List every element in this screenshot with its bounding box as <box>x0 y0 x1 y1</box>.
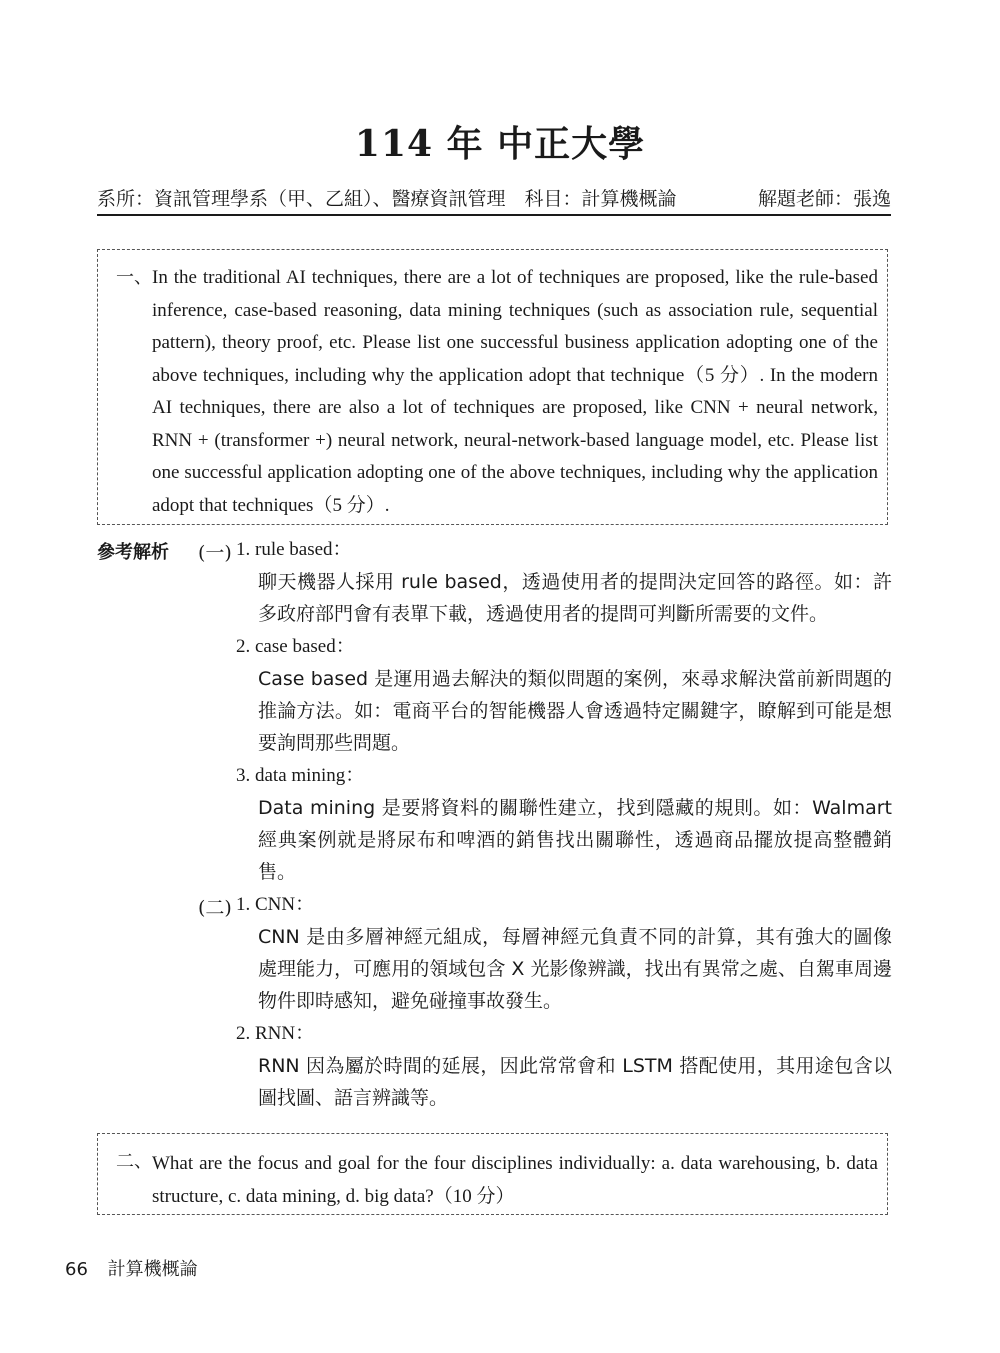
footer-subject: 計算機概論 <box>107 1259 198 1280</box>
answer-part2-item1-heading: 1. CNN： <box>236 894 315 915</box>
answer-label: 參考解析 <box>97 542 169 563</box>
answer-part1-item1-text: 聊天機器人採用 rule based，透過使用者的提問決定回答的路徑。如：許多政府部門會有表單下載，透過使用者的提問可判斷所需要的文件。 <box>258 571 892 625</box>
answer-part1-item2-heading: 2. case based： <box>236 636 355 657</box>
question-2-box <box>97 1133 888 1215</box>
question-2-text: What are the focus and goal for the four disciplines individually: a. data warehousing, b. data structure, c. data mining, d. big data?（10 分） <box>152 1153 878 1207</box>
question-1-number: 一、 <box>116 267 152 288</box>
question-1-box <box>97 249 888 525</box>
question-2-number: 二、 <box>116 1151 152 1172</box>
answer-part1-item3-text: Data mining 是要將資料的關聯性建立，找到隱藏的規則。如：Walmart 經典案例就是將尿布和啤酒的銷售找出關聯性，透過商品擺放提高整體銷售。 <box>258 797 892 883</box>
question-1-text: In the traditional AI techniques, there are a lot of techniques are proposed, like the rule-based inference, case-based reasoning, data mining techniques (such as association rule, sequential pattern), theory proof, etc. Please list one successful business application adopting one of the above techniques, including why the application adopt that technique（5 分）. In the modern AI techniques, there are also a lot of techniques are proposed, like CNN + neural network, RNN + (transformer +) neural network, neural-network-based language model, etc. Please list one successful application adopting one of the above techniques, including why the application adopt that techniques（5 分）. <box>152 267 878 516</box>
page-footer <box>65 1255 198 1281</box>
page-number: 66 <box>65 1259 88 1280</box>
answer-part2-item1-text: CNN 是由多層神經元組成，每層神經元負責不同的計算，其有強大的圖像處理能力，可應用的領域包含 X 光影像辨識，找出有異常之處、自駕車周邊物件即時感知，避免碰撞事故發生。 <box>258 926 892 1012</box>
answer-part1-item3-heading: 3. data mining： <box>236 765 365 786</box>
exam-info-bar <box>97 182 891 216</box>
answer-part1-item2-text: Case based 是運用過去解決的類似問題的案例，來尋求解決當前新問題的推論方法。如：電商平台的智能機器人會透過特定關鍵字，瞭解到可能是想要詢問那些問題。 <box>258 668 892 754</box>
answer-part1-item1-heading: 1. rule based： <box>236 539 352 560</box>
page-title: 114 年 中正大學 <box>354 123 646 165</box>
teacher-name: 解題老師：張逸 <box>757 188 891 210</box>
answer-part2-item2-text: RNN 因為屬於時間的延展，因此常常會和 LSTM 搭配使用，其用途包含以圖找圖、語言辨識等。 <box>258 1055 892 1109</box>
answer-part1-marker: (一) <box>198 542 232 564</box>
department-subject: 系所：資訊管理學系（甲、乙組）、醫療資訊管理 科目：計算機概論 <box>97 188 677 210</box>
answer-part2-marker: (二) <box>198 897 232 919</box>
answer-part2-item2-heading: 2. RNN： <box>236 1023 315 1044</box>
